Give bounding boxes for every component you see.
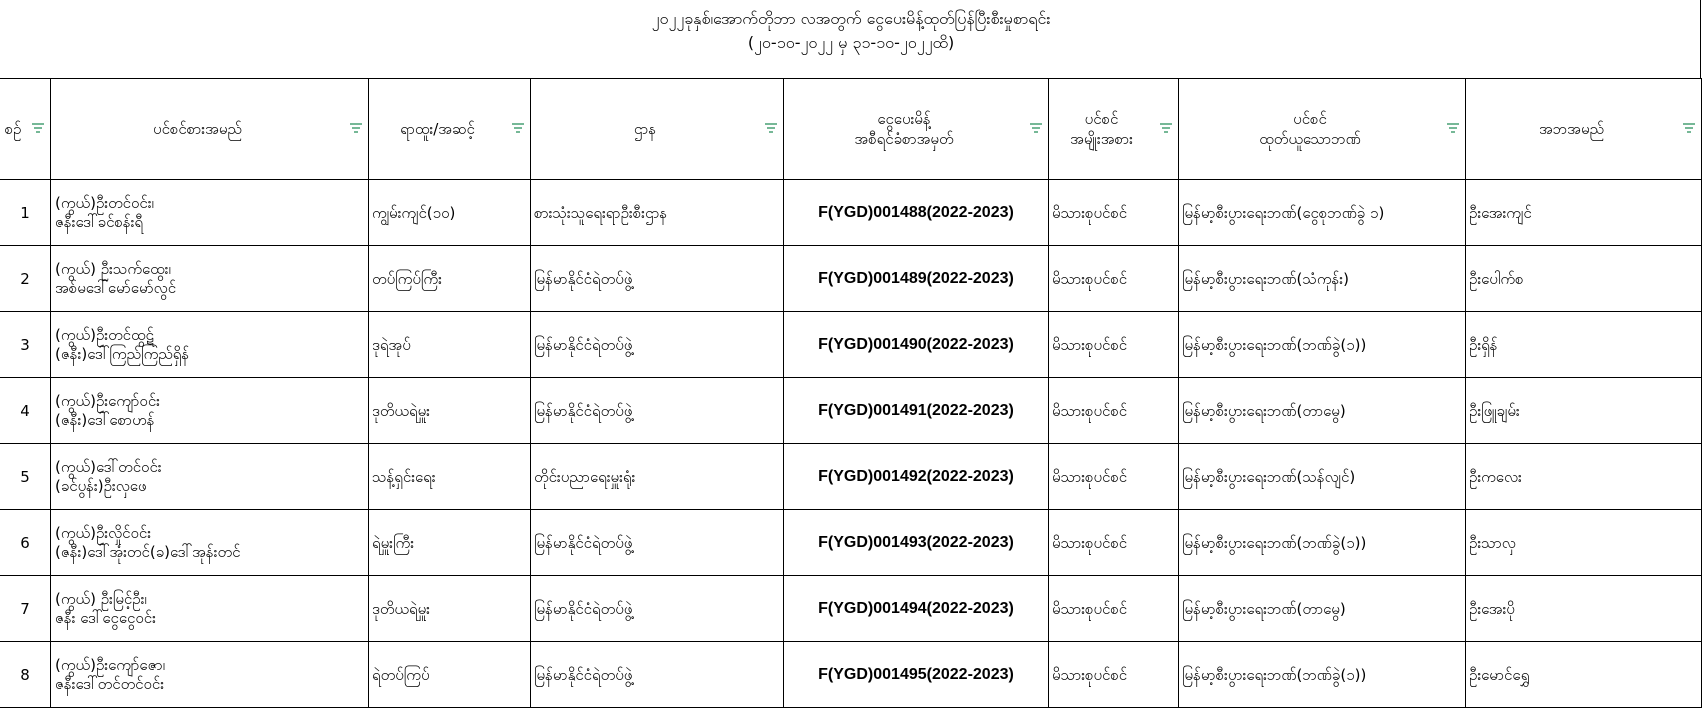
voucher-number-cell-text: F(YGD)001490(2022-2023) [818,335,1014,353]
pension-type-cell[interactable] [1049,180,1179,246]
rank-cell[interactable] [369,312,531,378]
pensioner-name-cell-text: (ခင်ပွန်း)ဦးလှဖေ [55,476,147,495]
pension-type-cell[interactable] [1049,378,1179,444]
pension-type-cell-text: မိသားစုပင်စင် [1052,401,1128,420]
department-cell[interactable] [531,576,784,642]
row-number-cell-text: 7 [20,599,30,618]
header-type [1049,79,1179,180]
voucher-number-cell-text: F(YGD)001492(2022-2023) [818,467,1014,485]
rank-cell-text: ကျွမ်းကျင်(၁၀) [372,203,456,222]
pensioner-name-cell-text: (ကွယ်) ဦးသက်ထွေး၊ [55,259,171,278]
bank-cell[interactable] [1179,576,1466,642]
header-rank-label: ရာထူး/အဆင့် [400,120,475,138]
pensioner-name-cell-text: (ကွယ်)ဦးလှိုင်ဝင်း [55,523,152,542]
header-voucher-line2: အစီရင်ခံစာအမှတ် [854,130,954,148]
pensioner-name-cell[interactable] [51,312,369,378]
header-father-label: အဘအမည် [1538,120,1605,138]
row-number-cell[interactable] [0,246,51,312]
report-title [0,0,1702,78]
table-row[interactable] [0,576,1702,642]
department-cell-text: တိုင်းပညာရေးမှူးရုံး [534,467,636,486]
header-no-label: စဉ် [4,120,22,138]
father-name-cell[interactable] [1466,180,1702,246]
title-line-1: ၂၀၂၂ခုနှစ်၊အောက်တိုဘာ လအတွက် ငွေပေးမိန့်ထုတ်ပြန်ပြီးစီးမှုစာရင်း [651,9,1051,28]
row-number-cell[interactable] [0,444,51,510]
rank-cell[interactable] [369,642,531,708]
voucher-number-cell-text: F(YGD)001494(2022-2023) [818,599,1014,617]
table-row[interactable] [0,378,1702,444]
department-cell[interactable] [531,444,784,510]
pension-type-cell-text: မိသားစုပင်စင် [1052,467,1128,486]
bank-cell-text: မြန်မာ့စီးပွားရေးဘဏ်(ဘဏ်ခွဲ(၁)) [1182,533,1367,552]
header-rank [369,79,531,180]
pensioner-name-cell-text: ဇနီးဒေါ်ခင်စန်းရီ [55,212,144,231]
header-type-line2: အမျိုးအစား [1070,130,1133,148]
department-cell-text: မြန်မာနိုင်ငံရဲတပ်ဖွဲ့ [534,533,633,552]
pensioner-name-cell-text: (ကွယ်)ဦးတင်ထွဋ် [55,325,154,344]
voucher-number-cell[interactable] [784,180,1049,246]
pension-type-cell[interactable] [1049,642,1179,708]
father-name-cell-text: ဦးအေးပို [1469,599,1515,618]
department-cell[interactable] [531,180,784,246]
pensioner-name-cell-text: (ကွယ်)ဒေါ်တင်ဝင်း [55,457,162,476]
pension-type-cell[interactable] [1049,510,1179,576]
pension-type-cell[interactable] [1049,444,1179,510]
filter-icon[interactable] [1447,123,1459,133]
rank-cell-text: ရဲတပ်ကြပ် [372,665,430,684]
table-row[interactable] [0,642,1702,708]
header-bank-line1: ပင်စင် [1293,110,1327,128]
voucher-number-cell[interactable] [784,642,1049,708]
row-number-cell[interactable] [0,378,51,444]
bank-cell-text: မြန်မာ့စီးပွားရေးဘဏ်(ငွေစုဘဏ်ခွဲ ၁) [1182,203,1385,222]
voucher-number-cell-text: F(YGD)001489(2022-2023) [818,269,1014,287]
header-voucher-line1: ငွေပေးမိန့် [877,110,931,128]
header-father [1466,79,1702,180]
header-bank-label [1259,109,1360,149]
row-number-cell[interactable] [0,576,51,642]
row-number-cell[interactable] [0,510,51,576]
header-dept-label: ဌာန [633,120,657,138]
pension-table [0,78,1702,708]
filter-icon[interactable] [1683,123,1695,133]
bank-cell[interactable] [1179,642,1466,708]
table-body [0,180,1702,708]
filter-icon[interactable] [1030,123,1042,133]
father-name-cell[interactable] [1466,378,1702,444]
pensioner-name-cell-text: (ကွယ်)ဦးကျော်ဇော၊ [55,655,166,674]
header-bank-line2: ထုတ်ယူသောဘဏ် [1259,130,1361,148]
voucher-number-cell-text: F(YGD)001491(2022-2023) [818,401,1014,419]
father-name-cell-text: ဦးရှိန် [1469,335,1498,354]
father-name-cell[interactable] [1466,576,1702,642]
voucher-number-cell[interactable] [784,444,1049,510]
filter-icon[interactable] [32,123,44,133]
row-number-cell-text: 6 [20,533,30,552]
pension-type-cell[interactable] [1049,246,1179,312]
department-cell[interactable] [531,246,784,312]
department-cell[interactable] [531,312,784,378]
rank-cell-text: တပ်ကြပ်ကြီး [372,269,442,288]
bank-cell-text: မြန်မာ့စီးပွားရေးဘဏ်(တာမွေ) [1182,401,1346,420]
department-cell-text: မြန်မာနိုင်ငံရဲတပ်ဖွဲ့ [534,665,633,684]
table-row[interactable] [0,312,1702,378]
pensioner-name-cell-text: (ကွယ်)ဦးတင်ဝင်း၊ [55,193,154,212]
header-bank [1179,79,1466,180]
filter-icon[interactable] [765,123,777,133]
table-row[interactable] [0,180,1702,246]
bank-cell[interactable] [1179,180,1466,246]
table-row[interactable] [0,444,1702,510]
voucher-number-cell-text: F(YGD)001488(2022-2023) [818,203,1014,221]
bank-cell[interactable] [1179,444,1466,510]
row-number-cell-text: 4 [20,401,30,420]
pension-type-cell-text: မိသားစုပင်စင် [1052,599,1128,618]
voucher-number-cell[interactable] [784,246,1049,312]
header-dept [531,79,784,180]
rank-cell[interactable] [369,510,531,576]
row-number-cell-text: 5 [20,467,30,486]
father-name-cell[interactable] [1466,642,1702,708]
row-number-cell-text: 2 [20,269,30,288]
pension-type-cell[interactable] [1049,576,1179,642]
pension-type-cell-text: မိသားစုပင်စင် [1052,335,1128,354]
table-row[interactable] [0,246,1702,312]
pensioner-name-cell-text: (ကွယ်)ဦးကျော်ဝင်း [55,391,160,410]
rank-cell[interactable] [369,378,531,444]
bank-cell-text: မြန်မာ့စီးပွားရေးဘဏ်(သန်လျင်) [1182,467,1356,486]
pensioner-name-cell-text: (ဇနီး)ဒေါ်အုံးတင်(ခ)ဒေါ်အုန်းတင် [55,542,241,561]
department-cell[interactable] [531,642,784,708]
bank-cell[interactable] [1179,510,1466,576]
voucher-number-cell-text: F(YGD)001493(2022-2023) [818,533,1014,551]
row-number-cell[interactable] [0,180,51,246]
row-number-cell[interactable] [0,642,51,708]
pensioner-name-cell-text: အစ်မဒေါ်မော်မော်လွင် [55,278,177,297]
row-number-cell[interactable] [0,312,51,378]
pension-type-cell-text: မိသားစုပင်စင် [1052,203,1128,222]
rank-cell[interactable] [369,576,531,642]
pensioner-name-cell[interactable] [51,510,369,576]
pensioner-name-cell[interactable] [51,246,369,312]
father-name-cell-text: ဦးသာလှ [1469,533,1516,552]
rank-cell-text: သန့်ရှင်းရေး [372,467,436,486]
pension-type-cell-text: မိသားစုပင်စင် [1052,269,1128,288]
father-name-cell-text: ဦးဖြူချမ်း [1469,401,1520,420]
father-name-cell[interactable] [1466,312,1702,378]
bank-cell[interactable] [1179,378,1466,444]
rank-cell-text: ဒုရဲအုပ် [372,335,411,354]
bank-cell-text: မြန်မာ့စီးပွားရေးဘဏ်(သံကုန်း) [1182,269,1349,288]
header-name-label: ပင်စင်စားအမည် [153,120,242,138]
rank-cell[interactable] [369,246,531,312]
filter-icon[interactable] [512,123,524,133]
bank-cell-text: မြန်မာ့စီးပွားရေးဘဏ်(ဘဏ်ခွဲ(၁)) [1182,665,1367,684]
row-number-cell-text: 3 [20,335,30,354]
header-type-label [1070,109,1133,149]
pensioner-name-cell-text: (ဇနီး)ဒေါ်ကြည်ကြည်ရှိန် [55,344,190,363]
voucher-number-cell[interactable] [784,576,1049,642]
header-name [51,79,369,180]
title-line-2: (၂၀-၁၀-၂၀၂၂ မှ ၃၁-၁၀-၂၀၂၂ထိ) [747,33,955,52]
voucher-number-cell[interactable] [784,312,1049,378]
department-cell-text: မြန်မာနိုင်ငံရဲတပ်ဖွဲ့ [534,599,633,618]
pensioner-name-cell[interactable] [51,576,369,642]
department-cell[interactable] [531,378,784,444]
bank-cell[interactable] [1179,312,1466,378]
pensioner-name-cell-text: (ဇနီး)ဒေါ်စောဟန် [55,410,155,429]
pensioner-name-cell[interactable] [51,180,369,246]
header-row [0,79,1702,180]
voucher-number-cell[interactable] [784,510,1049,576]
rank-cell[interactable] [369,180,531,246]
pension-type-cell[interactable] [1049,312,1179,378]
department-cell[interactable] [531,510,784,576]
table-row[interactable] [0,510,1702,576]
bank-cell-text: မြန်မာ့စီးပွားရေးဘဏ်(တာမွေ) [1182,599,1346,618]
bank-cell[interactable] [1179,246,1466,312]
header-type-line1: ပင်စင် [1084,110,1119,128]
pensioner-name-cell-text: ဇနီးဒေါ်တင်တင်ဝင်း [55,674,165,693]
father-name-cell[interactable] [1466,444,1702,510]
rank-cell-text: ဒုတိယရဲမှူး [372,599,430,618]
bank-cell-text: မြန်မာ့စီးပွားရေးဘဏ်(ဘဏ်ခွဲ(၁)) [1182,335,1367,354]
department-cell-text: မြန်မာနိုင်ငံရဲတပ်ဖွဲ့ [534,335,633,354]
department-cell-text: စားသုံးသူရေးရာဦးစီးဌာန [534,203,668,222]
rank-cell[interactable] [369,444,531,510]
department-cell-text: မြန်မာနိုင်ငံရဲတပ်ဖွဲ့ [534,401,633,420]
rank-cell-text: ဒုတိယရဲမှူး [372,401,430,420]
filter-icon[interactable] [350,123,362,133]
voucher-number-cell[interactable] [784,378,1049,444]
sheet-right-border [1700,0,1701,78]
father-name-cell-text: ဦးအေးကျင် [1469,203,1532,222]
pensioner-name-cell[interactable] [51,642,369,708]
department-cell-text: မြန်မာနိုင်ငံရဲတပ်ဖွဲ့ [534,269,633,288]
voucher-number-cell-text: F(YGD)001495(2022-2023) [818,665,1014,683]
father-name-cell[interactable] [1466,246,1702,312]
father-name-cell[interactable] [1466,510,1702,576]
father-name-cell-text: ဦးမောင်ရွှေ [1469,665,1530,684]
father-name-cell-text: ဦးပေါက်စ [1469,269,1524,288]
pension-type-cell-text: မိသားစုပင်စင် [1052,665,1128,684]
pensioner-name-cell-text: (ကွယ်) ဦးမြင့်ဦး၊ [55,589,147,608]
header-voucher [784,79,1049,180]
rank-cell-text: ရဲမှူးကြီး [372,533,414,552]
father-name-cell-text: ဦးကလေး [1469,467,1522,486]
pensioner-name-cell[interactable] [51,444,369,510]
filter-icon[interactable] [1160,123,1172,133]
header-no [0,79,51,180]
header-voucher-label [854,109,953,149]
row-number-cell-text: 1 [20,203,30,222]
row-number-cell-text: 8 [20,665,30,684]
pensioner-name-cell[interactable] [51,378,369,444]
pensioner-name-cell-text: ဇနီး ဒေါ်ငွေငွေဝင်း [55,608,156,627]
pension-type-cell-text: မိသားစုပင်စင် [1052,533,1128,552]
